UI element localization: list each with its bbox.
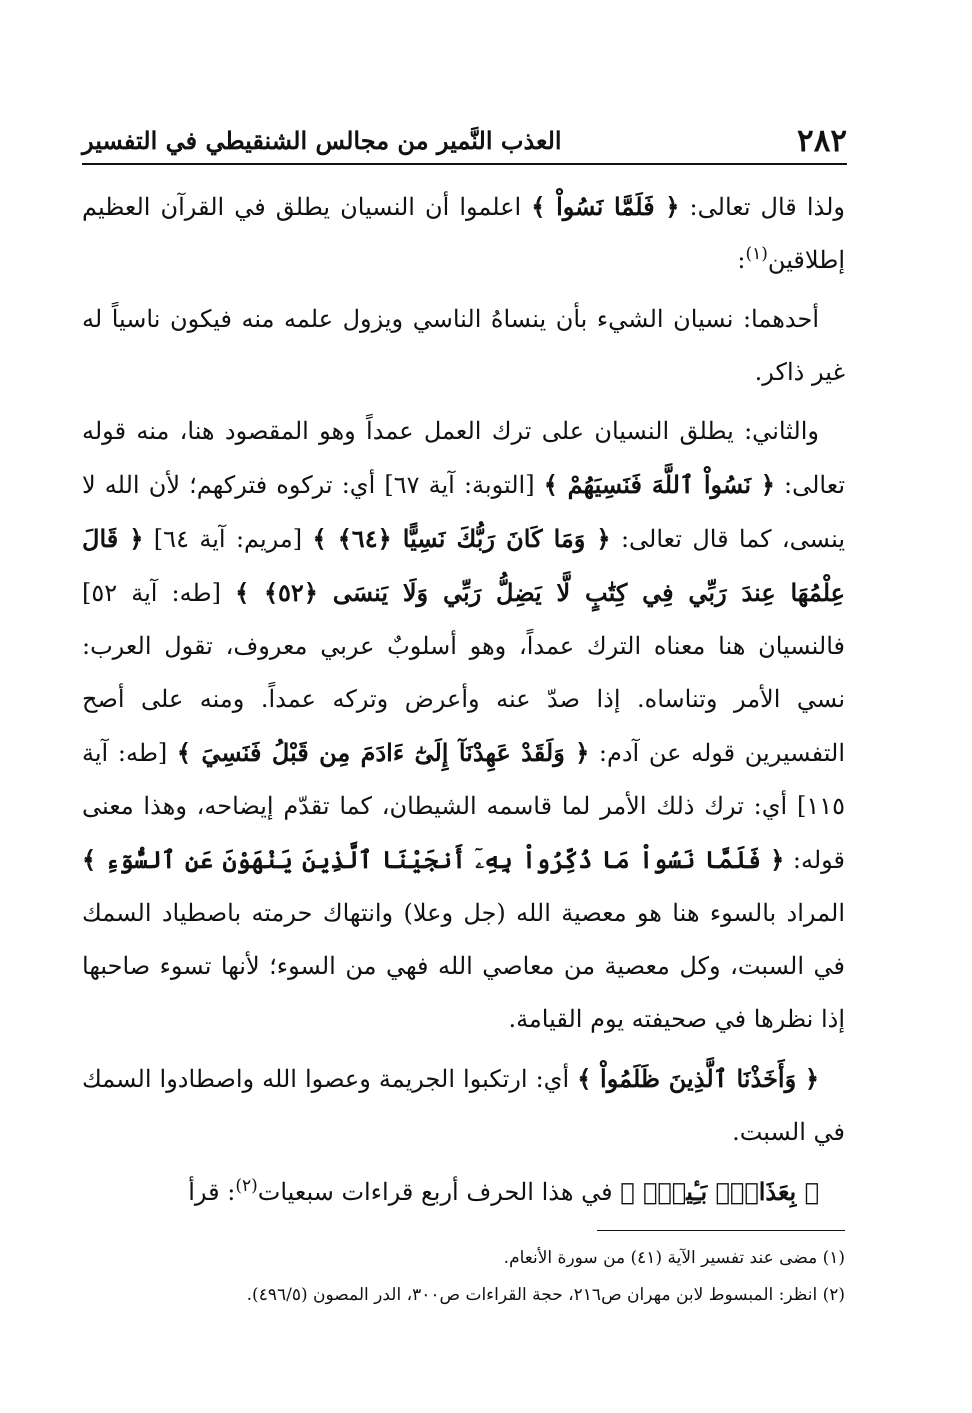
paragraph-5 xyxy=(82,1165,845,1219)
quran-quote: ﴿ قَالَ عِلْمُهَا عِندَ رَبِّي فِي كِتَٰبٍ لَّا يَضِلُّ رَبِّي وَلَا يَنسَى ﴿٥٢﴾ ﴾ xyxy=(82,524,845,607)
p1-text-3: : xyxy=(737,246,746,274)
page-number: ٢٨٢ xyxy=(797,123,847,159)
footnote-1: (١) مضى عند تفسير الآية (٤١) من سورة الأنعام. xyxy=(503,1248,845,1268)
quran-quote: ﴿ فَلَمَّا نَسُواْ ﴾ xyxy=(531,192,680,221)
p1-text-1: ولذا قال تعالى: xyxy=(679,193,845,221)
quran-quote: ﴿ نَسُواْ ٱللَّهَ فَنَسِيَهُمْ ﴾ xyxy=(543,470,775,499)
p3-text-3: [مريم: آية ٦٤] xyxy=(143,525,313,553)
header-rule xyxy=(82,163,847,165)
p4-text-1: أي: ارتكبوا الجريمة وعصوا الله واصطادوا السمك في السبت. xyxy=(82,1065,845,1146)
p1-text-2: اعلموا أن النسيان يطلق في القرآن العظيم إطلاقين xyxy=(82,193,845,274)
p5-text-1: في هذا الحرف أربع قراءات سبعيات xyxy=(257,1178,621,1206)
paragraph-1 xyxy=(82,180,845,287)
running-title: العذب النَّمير من مجالس الشنقيطي في التفسير xyxy=(82,126,562,155)
body-text xyxy=(82,180,845,1225)
p2-text-1: أحدهما: نسيان الشيء بأن ينساهُ الناسي ويزول علمه منه فيكون ناسياً له غير ذاكر. xyxy=(82,305,845,386)
footnote-2: (٢) انظر: المبسوط لابن مهران ص٢١٦، حجة القراءات ص٣٠٠، الدر المصون (٤٩٦/٥). xyxy=(246,1285,845,1305)
page-header xyxy=(82,115,847,161)
p3-text-4: [طه: آية ٥٢] فالنسيان هنا معناه الترك عمداً، وهو أسلوبٌ عربي معروف، تقول العرب: نسي الأمر وتناساه. إذا صدّ عنه وأعرض وتركه عمداً. ومنه على أصح التفسيرين قوله عن آدم: xyxy=(82,579,846,767)
quran-quote: ﴿ وَلَقَدْ عَهِدْنَآ إِلَىٰٓ ءَادَمَ مِن قَبْلُ فَنَسِيَ ﴾ xyxy=(176,738,590,767)
paragraph-2 xyxy=(82,293,845,399)
footnote-ref-2[interactable]: (٢) xyxy=(235,1176,258,1196)
p3-text-1: والثاني: يطلق النسيان على ترك العمل عمداً وهو المقصود هنا، منه قوله تعالى: xyxy=(82,417,846,499)
quran-quote: ﴿ بِعَذَابٍۭ بَـِٔيسٍۭ ﴾ xyxy=(620,1177,819,1206)
quran-quote: ﴿ فَلَمَّا نَسُواْ مَا ذُكِّرُواْ بِهِۦٓ أَنجَيْنَا ٱلَّذِينَ يَنْهَوْنَ عَنِ ٱلسُّوٓءِ ﴾ xyxy=(82,845,785,874)
footnote-rule xyxy=(597,1230,845,1231)
p5-text-2: : قرأ xyxy=(188,1178,236,1206)
footnotes xyxy=(82,1240,845,1314)
paragraph-4 xyxy=(82,1052,845,1159)
p3-text-6: المراد بالسوء هنا هو معصية الله (جل وعلا) وانتهاك حرمته باصطياد السمك في السبت، وكل معصية من معاصي الله فهي من السوء؛ لأنها تسوء صاحبها إذا نظرها في صحيفته يوم القيامة. xyxy=(82,899,845,1033)
p3-text-5: [طه: آية ١١٥] أي: ترك ذلك الأمر لما قاسمه الشيطان، كما تقدّم إيضاحه، وهذا معنى قوله: xyxy=(82,739,846,874)
footnote-ref-1[interactable]: (١) xyxy=(745,244,768,264)
p3-text-2: [التوبة: آية ٦٧] أي: تركوه فتركهم؛ لأن الله لا ينسى، كما قال تعالى: xyxy=(82,471,846,553)
quran-quote: ﴿ وَمَا كَانَ رَبُّكَ نَسِيًّا ﴿٦٤﴾ ﴾ xyxy=(312,524,611,553)
paragraph-3 xyxy=(82,405,845,1046)
quran-quote: ﴿ وَأَخَذْنَا ٱلَّذِينَ ظَلَمُواْ ﴾ xyxy=(577,1064,820,1093)
